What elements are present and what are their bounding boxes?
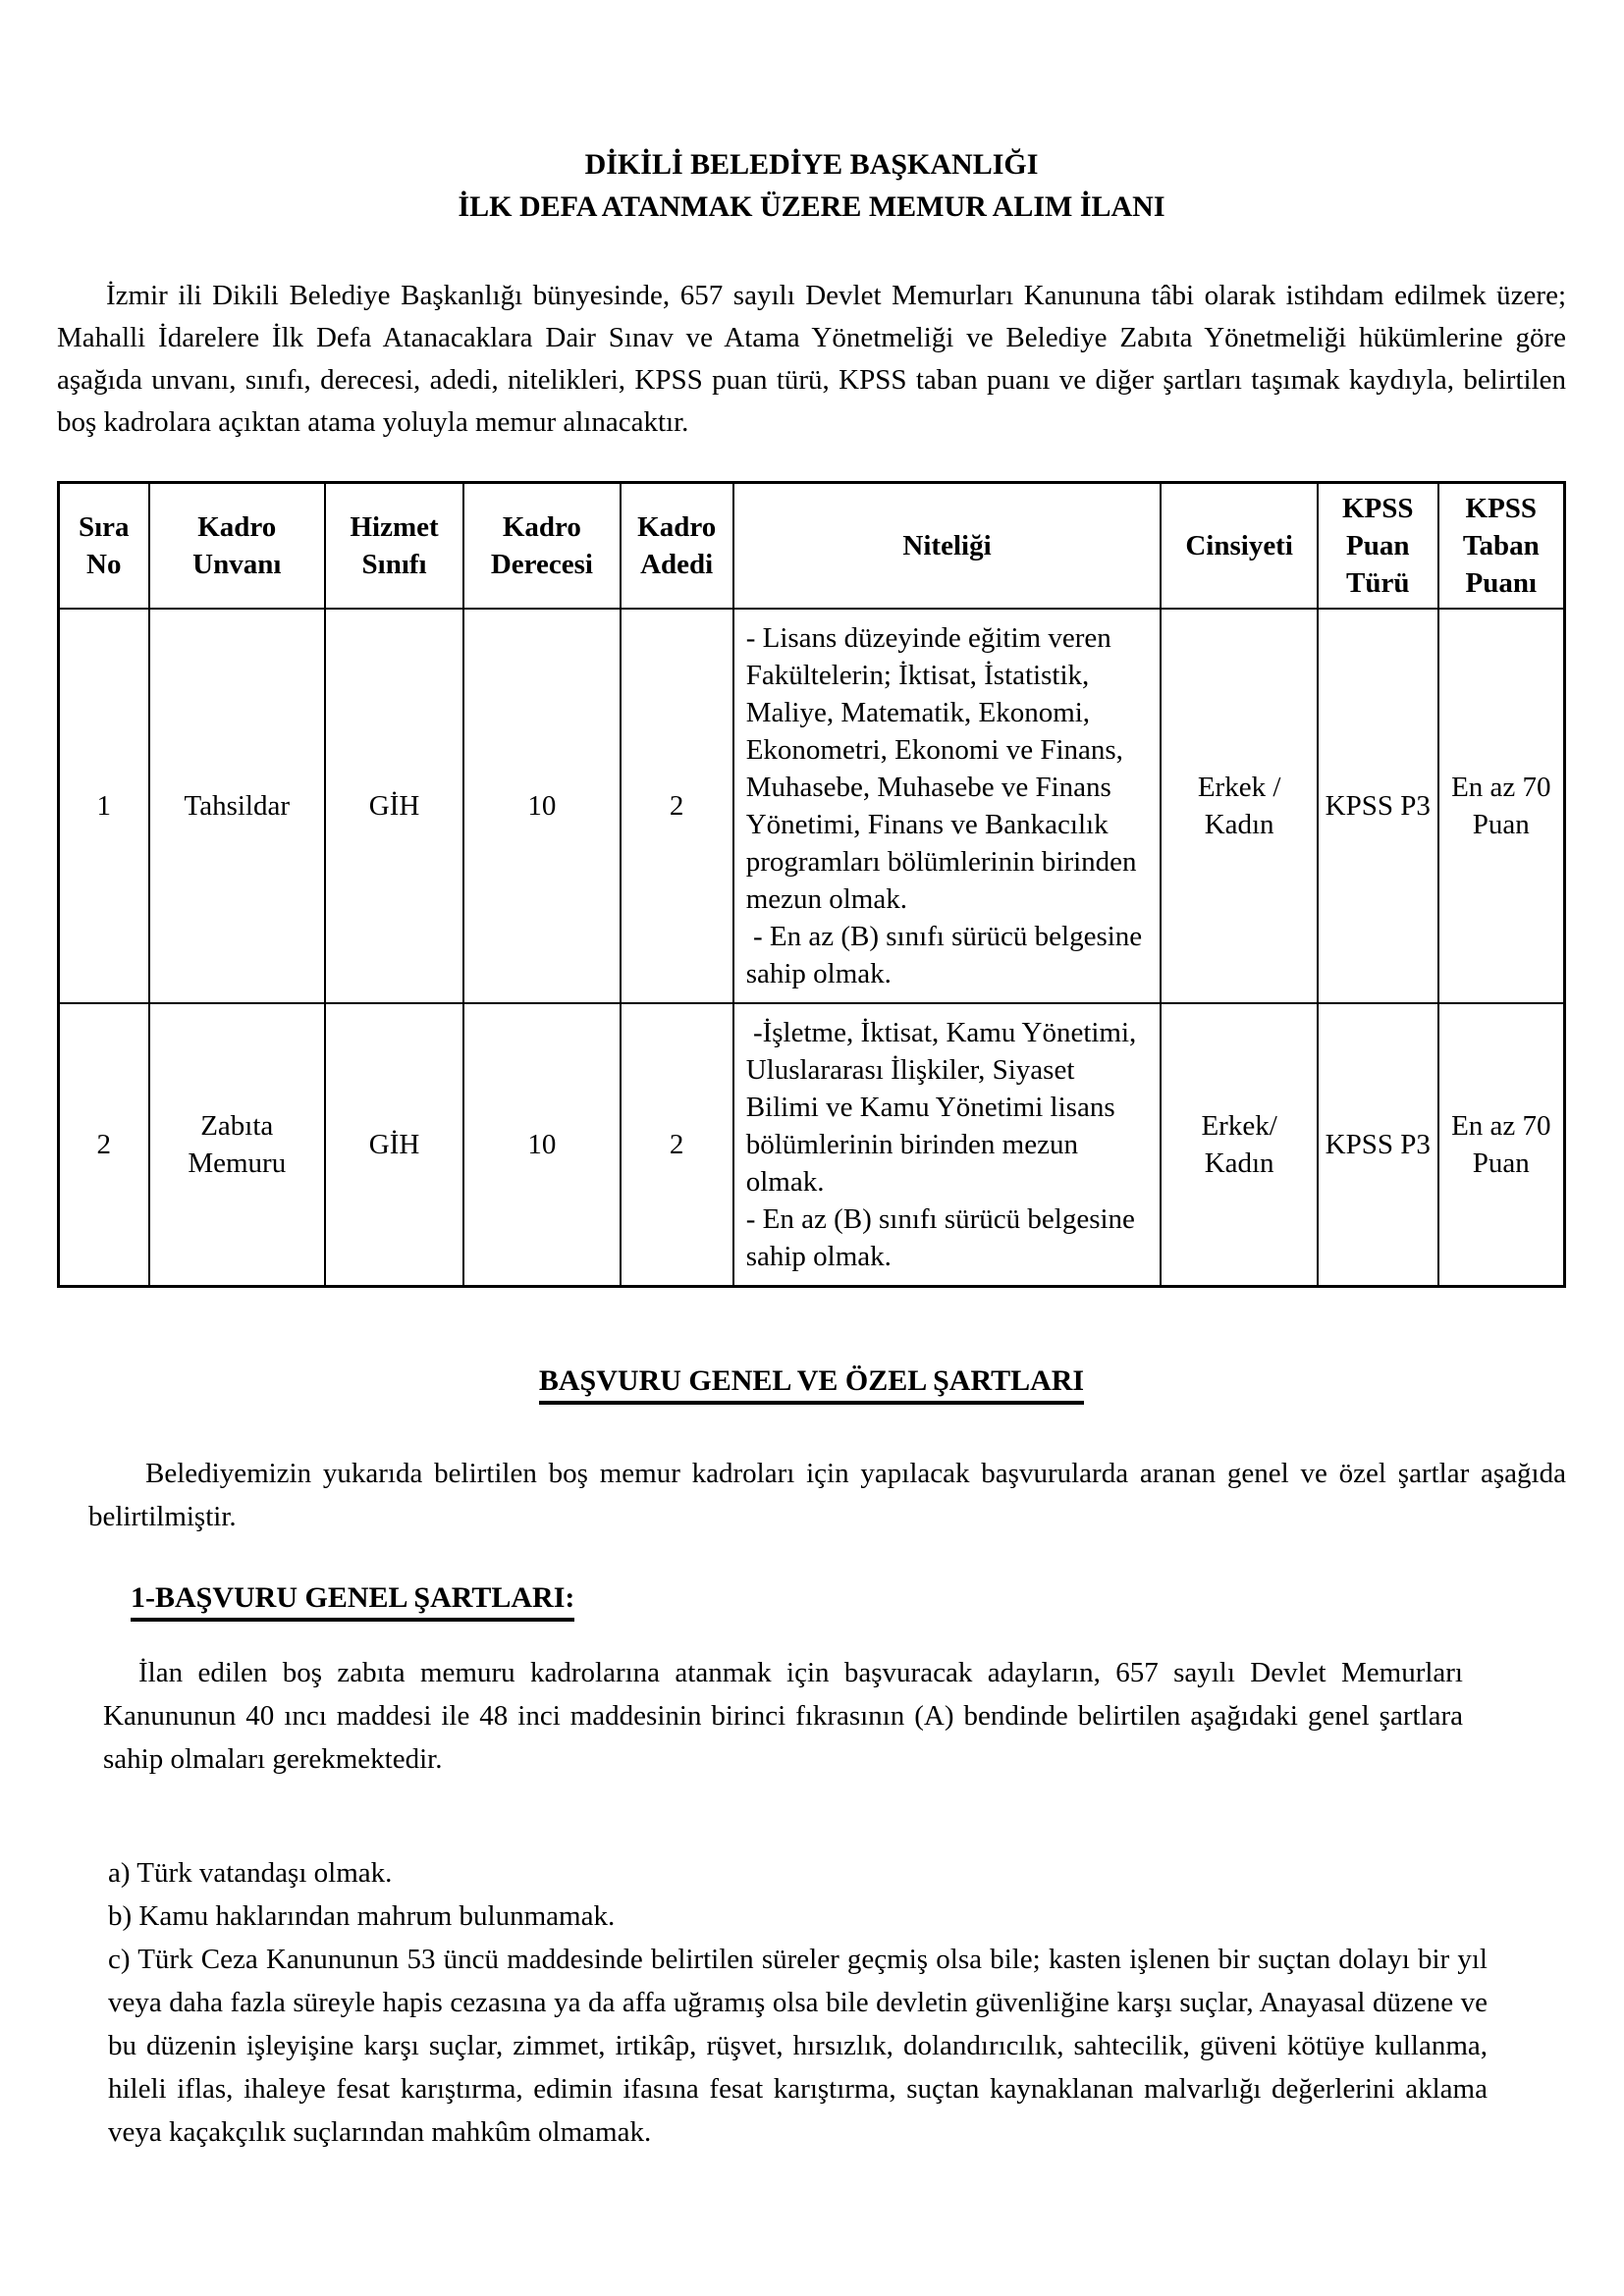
- intro-paragraph: İzmir ili Dikili Belediye Başkanlığı bünyesinde, 657 sayılı Devlet Memurları Kanununa tâbi olarak istihdam edilmek üzere; Mahalli İdarelere İlk Defa Atanacaklara Dair Sınav ve Atama Yönetmeliği ve Belediye Zabıta Yönetmeliği hükümlerine göre aşağıda unvanı, sınıfı, derecesi, adedi, nitelikleri, KPSS puan türü, KPSS taban puanı ve diğer şartları taşımak kaydıyla, belirtilen boş kadrolara açıktan atama yoluyla memur alınacaktır.: [57, 280, 1566, 438]
- header-niteligi: Niteliği: [733, 483, 1162, 610]
- section-heading: [57, 1364, 1566, 1405]
- cell-kadro-unvani: Tahsildar: [149, 609, 325, 1003]
- niteligi-education-requirement: - Lisans düzeyinde eğitim veren Fakültelerin; İktisat, İstatistik, Maliye, Matematik, Ekonomi, Ekonometri, Ekonomi ve Finans, Muhasebe, Muhasebe ve Finans Yönetimi, Finans ve Bankacılık programları bölümlerinin birinden mezun olmak.: [745, 622, 1144, 915]
- general-conditions-list: [108, 1851, 1488, 2154]
- list-item: b) Kamu haklarından mahrum bulunmamak.: [108, 1900, 616, 1932]
- section-heading-text: BAŞVURU GENEL VE ÖZEL ŞARTLARI: [539, 1364, 1084, 1405]
- niteligi-license-requirement: - En az (B) sınıfı sürücü belgesine sahip olmak.: [745, 921, 1150, 989]
- cell-kadro-adedi: 2: [621, 1003, 733, 1287]
- subsection-intro-paragraph: İlan edilen boş zabıta memuru kadrolarına atanmak için başvuracak adayların, 657 sayılı Devlet Memurları Kanununun 40 ıncı maddesi ile 48 inci maddesinin birinci fıkrasının (A) bendinde belirtilen aşağıdaki genel şartlara sahip olmaları gerekmektedir.: [103, 1657, 1463, 1775]
- cell-kadro-derecesi: 10: [463, 609, 621, 1003]
- header-cinsiyeti: Cinsiyeti: [1161, 483, 1318, 610]
- cell-cinsiyeti: Erkek / Kadın: [1161, 609, 1318, 1003]
- document-title: [57, 143, 1566, 228]
- cell-kadro-unvani: Zabıta Memuru: [149, 1003, 325, 1287]
- header-kpss-taban-puani: KPSS Taban Puanı: [1438, 483, 1565, 610]
- positions-table: [57, 481, 1566, 1288]
- cell-kpss-puan-turu: KPSS P3: [1318, 609, 1438, 1003]
- niteligi-education-requirement: -İşletme, İktisat, Kamu Yönetimi, Uluslararası İlişkiler, Siyaset Bilimi ve Kamu Yönetimi lisans bölümlerinin birinden mezun olmak.: [745, 1017, 1144, 1198]
- cell-kpss-taban-puani: En az 70 Puan: [1438, 609, 1565, 1003]
- header-hizmet-sinifi: Hizmet Sınıfı: [325, 483, 463, 610]
- positions-table-header: [59, 483, 1565, 610]
- cell-hizmet-sinifi: GİH: [325, 1003, 463, 1287]
- list-item: a) Türk vatandaşı olmak.: [108, 1857, 393, 1889]
- cell-niteligi: [733, 609, 1162, 1003]
- header-kpss-puan-turu: KPSS Puan Türü: [1318, 483, 1438, 610]
- table-row: [59, 1003, 1565, 1287]
- cell-kpss-taban-puani: En az 70 Puan: [1438, 1003, 1565, 1287]
- cell-niteligi: [733, 1003, 1162, 1287]
- list-item: c) Türk Ceza Kanununun 53 üncü maddesinde belirtilen süreler geçmiş olsa bile; kasten işlenen bir suçtan dolayı bir yıl veya daha fazla süreyle hapis cezasına ya da affa uğramış olsa bile devletin güvenliğine karşı suçlar, Anayasal düzene ve bu düzenin işleyişine karşı suçlar, zimmet, irtikâp, rüşvet, hırsızlık, dolandırıcılık, sahtecilik, güveni kötüye kullanma, hileli iflas, ihaleye fesat karıştırma, edimin ifasına fesat karıştırma, suçtan kaynaklanan malvarlığı değerlerini aklama veya kaçakçılık suçlarından mahkûm olmamak.: [108, 1944, 1488, 2148]
- cell-sira-no: 1: [59, 609, 149, 1003]
- header-sira-no: Sıra No: [59, 483, 149, 610]
- section-intro-paragraph: Belediyemizin yukarıda belirtilen boş memur kadroları için yapılacak başvurularda aranan genel ve özel şartlar aşağıda belirtilmiştir.: [88, 1458, 1566, 1532]
- cell-kpss-puan-turu: KPSS P3: [1318, 1003, 1438, 1287]
- cell-cinsiyeti: Erkek/ Kadın: [1161, 1003, 1318, 1287]
- niteligi-license-requirement: - En az (B) sınıfı sürücü belgesine sahip olmak.: [745, 1203, 1143, 1272]
- cell-hizmet-sinifi: GİH: [325, 609, 463, 1003]
- subsection-heading: [131, 1581, 1566, 1622]
- header-kadro-unvani: Kadro Unvanı: [149, 483, 325, 610]
- cell-kadro-adedi: 2: [621, 609, 733, 1003]
- header-kadro-adedi: Kadro Adedi: [621, 483, 733, 610]
- subsection-heading-text: 1-BAŞVURU GENEL ŞARTLARI:: [131, 1581, 574, 1622]
- header-kadro-derecesi: Kadro Derecesi: [463, 483, 621, 610]
- cell-kadro-derecesi: 10: [463, 1003, 621, 1287]
- document-title-line2: İLK DEFA ATANMAK ÜZERE MEMUR ALIM İLANI: [458, 190, 1165, 223]
- header-row: [59, 483, 1565, 610]
- cell-sira-no: 2: [59, 1003, 149, 1287]
- table-row: [59, 609, 1565, 1003]
- document-title-line1: DİKİLİ BELEDİYE BAŞKANLIĞI: [584, 148, 1039, 181]
